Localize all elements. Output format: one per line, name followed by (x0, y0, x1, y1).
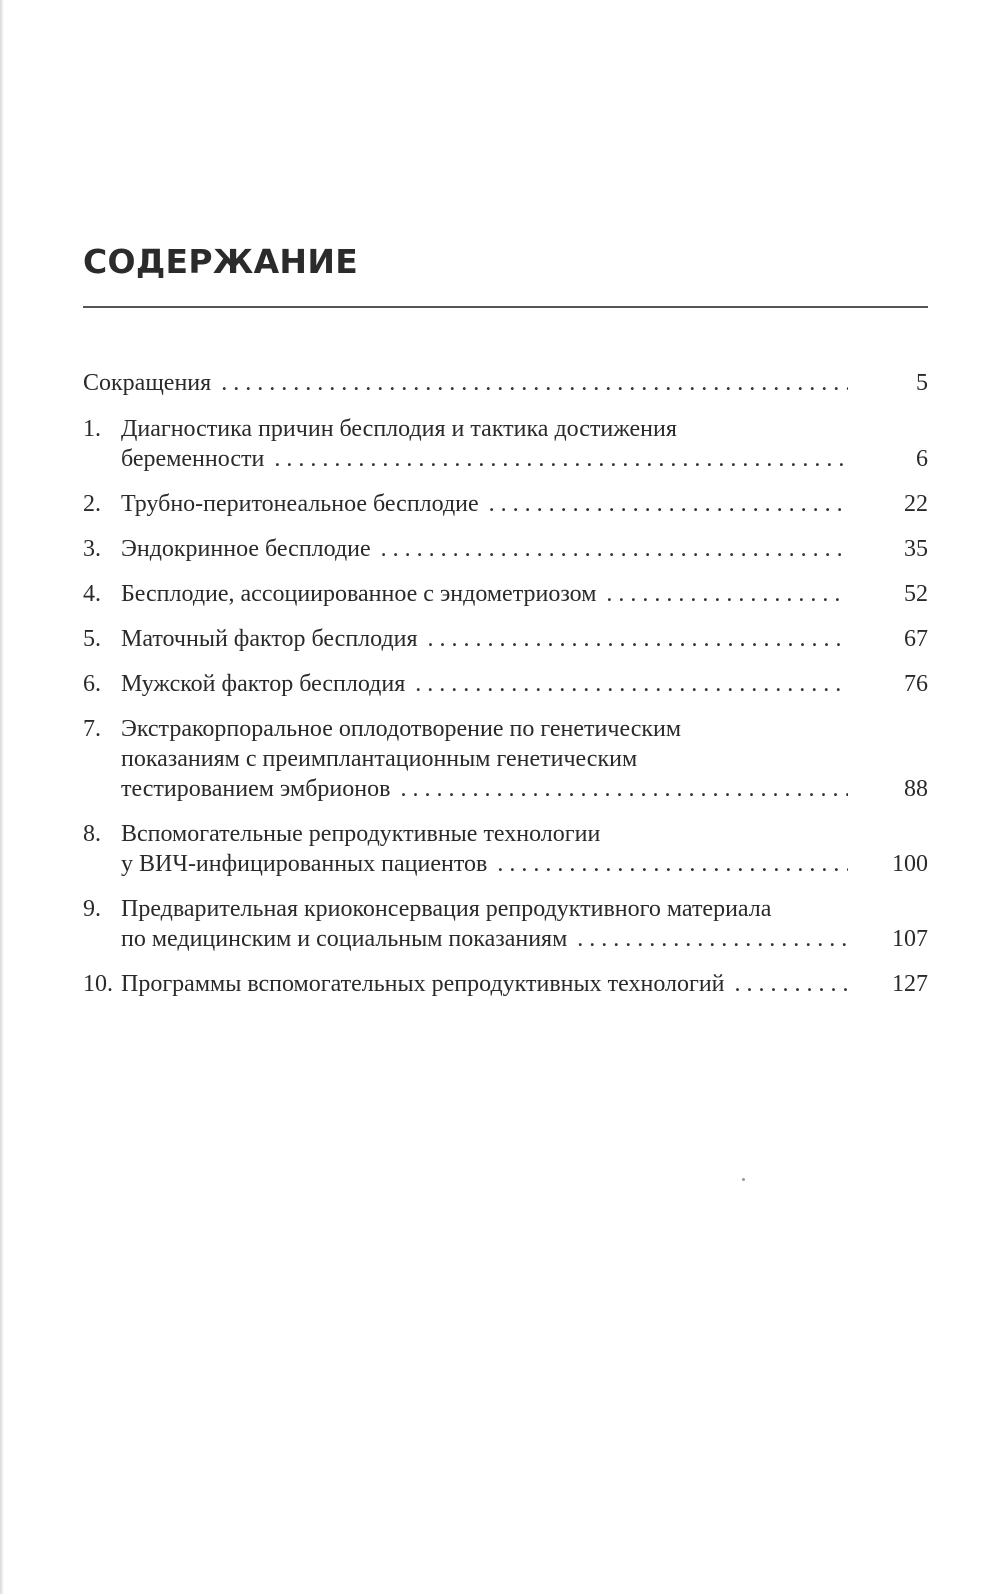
toc-entry[interactable] (83, 368, 928, 398)
toc-entry-number: 7. (83, 716, 101, 742)
dot-leader (489, 489, 848, 519)
toc-entry-line (83, 969, 928, 999)
toc-entry-line (83, 774, 928, 804)
toc-entry-title: у ВИЧ-инфицированных пациентов (121, 851, 488, 877)
toc-page-number: 52 (904, 581, 928, 607)
toc-entry[interactable] (83, 414, 928, 474)
toc-entry-title: Трубно-перитонеальное бесплодие (121, 491, 479, 517)
toc-entry-title: Мужской фактор бесплодия (121, 671, 406, 697)
toc-entry-title: Бесплодие, ассоциированное с эндометриозом (121, 581, 597, 607)
toc-entry-title: Маточный фактор бесплодия (121, 626, 418, 652)
toc-entry-line (83, 744, 928, 774)
toc-entry[interactable] (83, 579, 928, 609)
toc-entry-line (83, 444, 928, 474)
toc-entry-number: 5. (83, 626, 101, 652)
toc-entry-title: Программы вспомогательных репродуктивных технологий (121, 971, 725, 997)
toc-entry-number: 3. (83, 536, 101, 562)
dot-leader (428, 624, 848, 654)
toc-page-number: 88 (904, 776, 928, 802)
toc-entry[interactable] (83, 894, 928, 954)
dot-leader (221, 368, 848, 398)
toc-page-number: 5 (916, 370, 928, 396)
toc-entry-number: 8. (83, 821, 101, 847)
toc-page-number: 35 (904, 536, 928, 562)
toc-entry-line (83, 534, 928, 564)
dot-leader (577, 924, 848, 954)
toc-entry-number: 9. (83, 896, 101, 922)
toc-page-number: 67 (904, 626, 928, 652)
toc-page-number: 6 (916, 446, 928, 472)
toc-entry-number: 6. (83, 671, 101, 697)
toc-entry[interactable] (83, 969, 928, 999)
page-edge (0, 0, 4, 1594)
toc-entry[interactable] (83, 534, 928, 564)
toc-entry[interactable] (83, 669, 928, 699)
toc-entry-title: Вспомогательные репродуктивные технологии (121, 821, 601, 847)
toc-entry-title: Экстракорпоральное оплодотворение по генетическим (121, 716, 682, 742)
toc-page-number: 100 (892, 851, 928, 877)
toc-entry-line (83, 624, 928, 654)
dot-leader (497, 849, 848, 879)
toc-entry-line (83, 849, 928, 879)
title-divider (83, 306, 928, 308)
dot-leader (400, 774, 848, 804)
toc-page-number: 107 (892, 926, 928, 952)
page-title: СОДЕРЖАНИЕ (83, 242, 359, 281)
toc-entry-line (83, 714, 928, 744)
toc-page-number: 127 (892, 971, 928, 997)
toc-entry-line (83, 924, 928, 954)
dot-leader (274, 444, 848, 474)
toc-page-number: 22 (904, 491, 928, 517)
toc-entry-number: 1. (83, 416, 101, 442)
table-of-contents (83, 368, 928, 999)
toc-entry-line (83, 414, 928, 444)
toc-entry-number: 4. (83, 581, 101, 607)
print-speck (742, 1178, 745, 1181)
toc-entry-title: Сокращения (83, 370, 212, 396)
toc-entry-title: по медицинским и социальным показаниям (121, 926, 568, 952)
toc-entry[interactable] (83, 489, 928, 519)
toc-entry[interactable] (83, 624, 928, 654)
toc-entry-number: 2. (83, 491, 101, 517)
toc-entry-title: тестированием эмбрионов (121, 776, 391, 802)
toc-entry-line (83, 669, 928, 699)
toc-page-number: 76 (904, 671, 928, 697)
toc-entry-line (83, 368, 928, 398)
dot-leader (415, 669, 848, 699)
toc-entry-line (83, 489, 928, 519)
dot-leader (606, 579, 848, 609)
toc-entry-title: Предварительная криоконсервация репродуктивного материала (121, 896, 772, 922)
toc-entry-title: беременности (121, 446, 265, 472)
toc-entry-number: 10. (83, 971, 113, 997)
toc-entry-line (83, 894, 928, 924)
toc-entry[interactable] (83, 819, 928, 879)
toc-entry-title: показаниям с преимплантационным генетическим (121, 746, 638, 772)
dot-leader (381, 534, 848, 564)
toc-entry-title: Диагностика причин бесплодия и тактика достижения (121, 416, 677, 442)
toc-entry-line (83, 819, 928, 849)
dot-leader (735, 969, 848, 999)
toc-entry-title: Эндокринное бесплодие (121, 536, 371, 562)
toc-entry-line (83, 579, 928, 609)
toc-entry[interactable] (83, 714, 928, 804)
